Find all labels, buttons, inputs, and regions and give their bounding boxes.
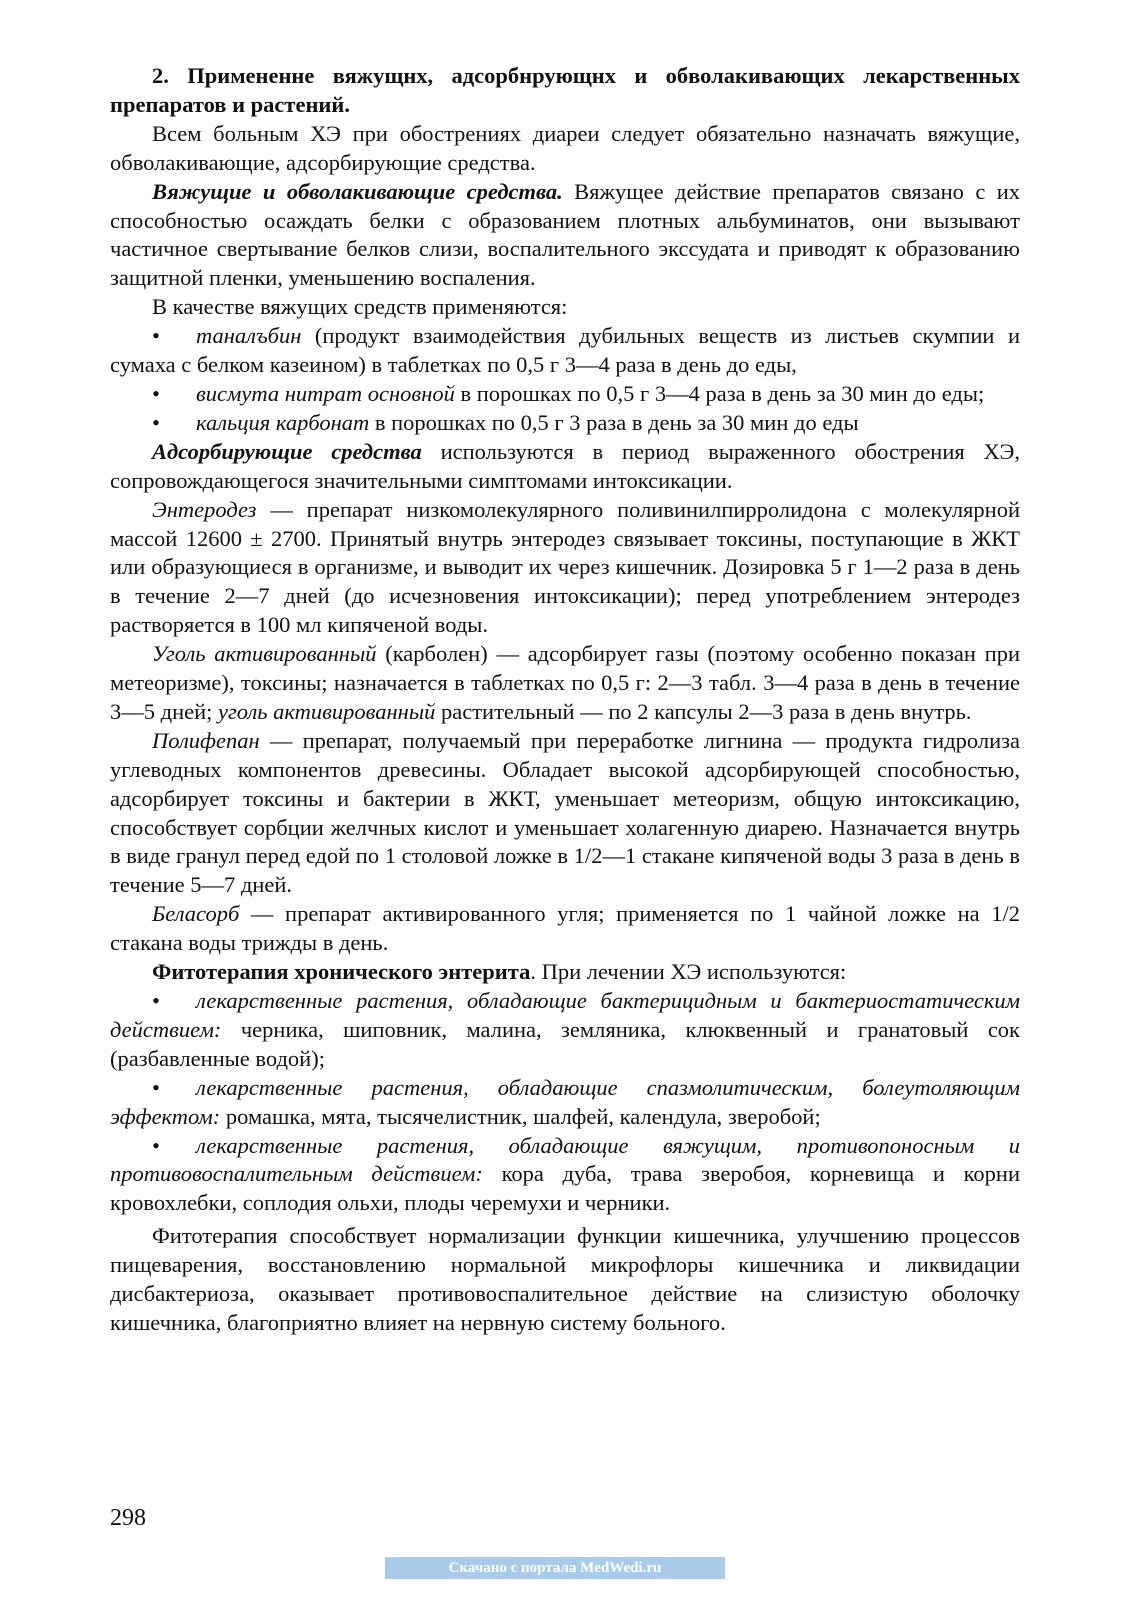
drug-name: кальция карбонат xyxy=(196,409,370,435)
drug-name: Энтеродез xyxy=(152,496,257,522)
drug-name: таналъбин xyxy=(196,323,302,349)
list-item xyxy=(110,322,1020,380)
bullet-icon: • xyxy=(152,988,160,1013)
drug-text: — препарат, получаемый при переработке лигнина — продукта гидролиза углеводных компонентов древесины. Обладает высокой адсорбирующей способностью, адсорбирует токсины и бактерии в ЖКТ, уменьшает метеоризм, общую интоксикацию, способствует сорбции желчных кислот и уменьшает холагенную диарею. Назначается внутрь в виде гранул перед едой по 1 столовой ложке в 1/2—1 стакане кипяченой воды 3 раза в день в течение 5—7 дней. xyxy=(110,727,1020,898)
drug-name: Полифепан xyxy=(152,727,260,753)
phyto-lead: Фитотерапия хронического энтерита xyxy=(152,959,531,985)
phyto-text: . При лечении ХЭ используются: xyxy=(530,959,847,985)
list-item xyxy=(110,409,1020,438)
phyto-item-lead: лекарственные растения, обладающие вяжущим, противопоносным и противовоспалительным действием: xyxy=(110,1132,1020,1187)
phyto-item-text: ромашка, мята, тысячелистник, шалфей, календула, зверобой; xyxy=(220,1103,821,1129)
drug-name: Беласорб xyxy=(152,901,240,927)
bullet-icon: • xyxy=(152,323,160,349)
list-item xyxy=(110,987,1020,1074)
bullet-icon: • xyxy=(152,1132,160,1158)
page-body xyxy=(110,62,1020,1338)
drug-name-secondary: уголь активированный xyxy=(218,698,436,724)
bullet-icon: • xyxy=(152,409,160,435)
phyto-item-text: черника, шиповник, малина, земляника, клюквенный и гранатовый сок (разбавленные водой); xyxy=(110,1016,1020,1071)
drug-text: — препарат активированного угля; применяется по 1 чайной ложке на 1/2 стакана воды трижды в день. xyxy=(110,901,1020,956)
drug-paragraph-enterodez xyxy=(110,496,1020,641)
drug-name: Уголь активированный xyxy=(152,641,377,667)
phyto-closing-paragraph: Фитотерапия способствует нормализации функции кишечника, улучшению процессов пищеварения, восстановлению нормальной микрофлоры кишечника и ликвидации дисбактериоза, оказывает противовоспалительное действие на слизистую оболочку кишечника, благоприятно влияет на нервную систему больного. xyxy=(110,1223,1020,1335)
watermark-banner: Скачано с портала MedWedi.ru xyxy=(385,1557,725,1579)
adsorbents-lead: Адсорбирующие средства xyxy=(152,438,422,464)
phyto-item-lead: лекарственные растения, обладающие спазмолитическим, болеутоляющим эффектом: xyxy=(110,1074,1020,1129)
phyto-item-lead: лекарственные растения, обладающие бактерицидным и бактериостатическим действием: xyxy=(110,988,1020,1042)
list-item xyxy=(110,1132,1020,1219)
intro-paragraph: Всем больным ХЭ при обострениях диареи следует обязательно назначать вяжущие, обволакивающие, адсорбирующие средства. xyxy=(110,120,1020,175)
drug-text: (карболен) — адсорбирует газы (поэтому особенно показан при метеоризме), токсины; назначается в таблетках по 0,5 г: 2—3 табл. 3—4 раза в день в течение 3—5 дней; xyxy=(110,641,1020,724)
list-item-text: в порошках по 0,5 г 3—4 раза в день за 30 мин до еды; xyxy=(454,380,985,406)
drug-paragraph-polyphepan xyxy=(110,727,1020,900)
astringent-text: Вяжущее действие препаратов связано с их способностью осаждать белки с образованием плотных альбуминатов, они вызывают частичное свертывание белков слизи, воспалительного экссудата и приводят к образованию защитной пленки, уменьшению воспаления. xyxy=(110,178,1020,291)
bullet-icon: • xyxy=(152,1074,160,1100)
drug-text-secondary: растительный — по 2 капсулы 2—3 раза в день внутрь. xyxy=(435,698,972,724)
astringent-lead: Вяжущие и обволакивающие средства. xyxy=(152,178,563,204)
phyto-paragraph xyxy=(110,958,1020,987)
list-item xyxy=(110,380,1020,409)
section-heading: 2. Примененне вяжущнх, адсорбнрующнх и обволакивающих лекарственных препаратов и растений. xyxy=(110,63,1020,117)
list-item xyxy=(110,1074,1020,1132)
bullet-icon: • xyxy=(152,380,160,406)
astringent-list-intro: В качестве вяжущих средств применяются: xyxy=(152,294,568,320)
drug-name: висмута нитрат основной xyxy=(196,380,455,406)
drug-paragraph-activated-carbon xyxy=(110,640,1020,727)
adsorbents-paragraph xyxy=(110,438,1020,496)
drug-text: — препарат низкомолекулярного поливинилпирролидона с молекулярной массой 12600 ± 2700. Принятый внутрь энтеродез связывает токсины, поступающие в ЖКТ или образующиеся в организме, и выводит их через кишечник. Дозировка 5 г 1—2 раза в день в течение 2—7 дней (до исчезновения интоксикации); перед употреблением энтеродез растворяется в 100 мл кипяченой воды. xyxy=(110,496,1020,638)
page-number: 298 xyxy=(110,1505,146,1531)
phyto-item-text: кора дуба, трава зверобоя, корневища и корни кровохлебки, соплодия ольхи, плоды черемухи и черники. xyxy=(110,1161,1020,1216)
list-item-text: (продукт взаимодействия дубильных веществ из листьев скумпии и сумаха с белком казеином) в таблетках по 0,5 г 3—4 раза в день до еды, xyxy=(110,323,1020,378)
list-item-text: в порошках по 0,5 г 3 раза в день за 30 мин до еды xyxy=(369,409,859,435)
adsorbents-text: используются в период выраженного обострения ХЭ, сопровождающегося значительными симптомами интоксикации. xyxy=(110,438,1020,493)
drug-paragraph-belasorb xyxy=(110,900,1020,958)
astringent-paragraph xyxy=(110,178,1020,294)
